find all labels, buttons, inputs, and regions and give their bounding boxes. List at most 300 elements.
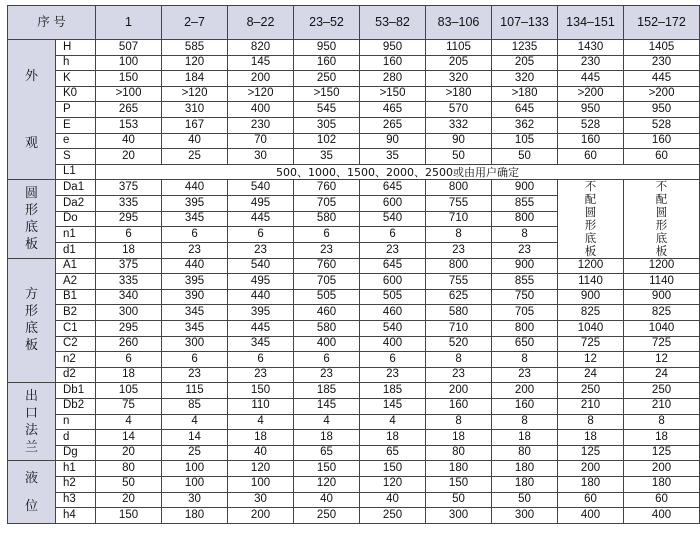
row-symbol: A2 (56, 274, 96, 290)
group-label-level (8, 461, 56, 523)
value-cell: 375 (96, 180, 162, 196)
value-cell: 50 (492, 492, 558, 508)
row-symbol: h4 (56, 508, 96, 524)
value-cell: 180 (558, 476, 624, 492)
value-cell: 100 (228, 476, 294, 492)
value-cell: 440 (228, 289, 294, 305)
group-label-text (8, 43, 55, 177)
row-symbol: Db1 (56, 383, 96, 399)
value-cell: 185 (360, 383, 426, 399)
value-cell: 23 (360, 242, 426, 258)
value-cell: >180 (426, 86, 492, 102)
value-cell: 150 (96, 508, 162, 524)
table-row (8, 102, 700, 118)
value-cell: 250 (294, 71, 360, 87)
row-symbol: C2 (56, 336, 96, 352)
value-cell: 445 (624, 71, 700, 87)
table-row-l1 (8, 164, 700, 180)
row-symbol: Da2 (56, 195, 96, 211)
value-cell: 145 (228, 55, 294, 71)
value-cell: 150 (228, 383, 294, 399)
value-cell: 755 (426, 195, 492, 211)
value-cell: 585 (162, 40, 228, 56)
value-cell: 465 (360, 102, 426, 118)
value-cell: 145 (294, 398, 360, 414)
header-col: 53–82 (360, 6, 426, 40)
table-row (8, 149, 700, 165)
value-cell: 60 (558, 492, 624, 508)
table-row (8, 274, 700, 290)
row-symbol: Do (56, 211, 96, 227)
group-label-text (8, 464, 55, 520)
value-cell: 23 (294, 367, 360, 383)
value-cell: 645 (492, 102, 558, 118)
row-symbol: K (56, 71, 96, 87)
value-cell: 320 (492, 71, 558, 87)
value-cell: 8 (558, 414, 624, 430)
row-symbol: h2 (56, 476, 96, 492)
value-cell: 230 (624, 55, 700, 71)
value-cell: 40 (162, 133, 228, 149)
value-cell: 23 (492, 367, 558, 383)
value-cell: 950 (294, 40, 360, 56)
value-cell: 160 (360, 55, 426, 71)
value-cell: 755 (426, 274, 492, 290)
group-label-text (8, 261, 55, 380)
value-cell: 6 (162, 352, 228, 368)
header-col: 107–133 (492, 6, 558, 40)
value-cell: 12 (624, 352, 700, 368)
value-cell: 125 (624, 445, 700, 461)
value-cell: 260 (96, 336, 162, 352)
value-cell: 800 (492, 320, 558, 336)
table-row (8, 117, 700, 133)
value-cell: 305 (294, 117, 360, 133)
value-cell: 760 (294, 180, 360, 196)
value-cell: 250 (294, 508, 360, 524)
value-cell: 60 (624, 492, 700, 508)
value-cell: 110 (228, 398, 294, 414)
value-cell: 825 (624, 305, 700, 321)
value-cell: 900 (492, 258, 558, 274)
value-cell: 520 (426, 336, 492, 352)
value-cell: 200 (228, 71, 294, 87)
value-cell: 14 (96, 430, 162, 446)
value-cell: 1140 (624, 274, 700, 290)
row-symbol: P (56, 102, 96, 118)
value-cell: 40 (360, 492, 426, 508)
value-cell: 645 (360, 180, 426, 196)
value-cell: 23 (162, 242, 228, 258)
value-cell: 70 (228, 133, 294, 149)
value-cell: 645 (360, 258, 426, 274)
value-cell: 180 (492, 461, 558, 477)
value-cell: 6 (162, 227, 228, 243)
value-cell: 900 (492, 180, 558, 196)
value-cell: 820 (228, 40, 294, 56)
value-cell: 8 (492, 227, 558, 243)
group-label-char: 圆 (24, 185, 38, 201)
not-equipped-note (624, 180, 700, 258)
value-cell: 120 (162, 55, 228, 71)
value-cell: 580 (426, 305, 492, 321)
row-symbol: n2 (56, 352, 96, 368)
row-symbol: n (56, 414, 96, 430)
value-cell: 210 (558, 398, 624, 414)
value-cell: 230 (228, 117, 294, 133)
value-cell: 90 (426, 133, 492, 149)
value-cell: 295 (96, 211, 162, 227)
length-options-text: 500、1000、1500、2000、2500或由用户确定 (96, 164, 700, 180)
value-cell: 395 (228, 305, 294, 321)
value-cell: 23 (294, 242, 360, 258)
value-cell: 50 (426, 492, 492, 508)
value-cell: 30 (162, 492, 228, 508)
value-cell: 250 (360, 508, 426, 524)
value-cell: 160 (558, 133, 624, 149)
value-cell: 150 (426, 476, 492, 492)
table-row (8, 445, 700, 461)
table-row (8, 352, 700, 368)
value-cell: 80 (492, 445, 558, 461)
value-cell: 23 (162, 367, 228, 383)
value-cell: 100 (162, 476, 228, 492)
value-cell: 6 (96, 227, 162, 243)
value-cell: 445 (228, 320, 294, 336)
value-cell: 50 (492, 149, 558, 165)
value-cell: 90 (360, 133, 426, 149)
value-cell: 184 (162, 71, 228, 87)
table-row (8, 367, 700, 383)
table-row (8, 40, 700, 56)
value-cell: 580 (294, 211, 360, 227)
group-label-char: 板 (24, 338, 38, 354)
value-cell: 1040 (558, 320, 624, 336)
table-row (8, 305, 700, 321)
value-cell: 1200 (624, 258, 700, 274)
value-cell: 200 (492, 383, 558, 399)
value-cell: 6 (294, 227, 360, 243)
value-cell: 825 (558, 305, 624, 321)
group-label-char: 形 (24, 202, 38, 218)
group-label-outlet_flange (8, 383, 56, 461)
value-cell: 160 (492, 398, 558, 414)
table-row (8, 86, 700, 102)
row-symbol: B2 (56, 305, 96, 321)
value-cell: 528 (624, 117, 700, 133)
value-cell: 160 (426, 398, 492, 414)
value-cell: 540 (360, 320, 426, 336)
value-cell: 6 (360, 352, 426, 368)
value-cell: 495 (228, 274, 294, 290)
value-cell: 855 (492, 274, 558, 290)
value-cell: 100 (96, 55, 162, 71)
value-cell: 40 (228, 445, 294, 461)
value-cell: 4 (360, 414, 426, 430)
value-cell: 20 (96, 492, 162, 508)
value-cell: 460 (360, 305, 426, 321)
value-cell: 65 (360, 445, 426, 461)
value-cell: 120 (228, 461, 294, 477)
value-cell: 80 (96, 461, 162, 477)
table-row (8, 289, 700, 305)
value-cell: 650 (492, 336, 558, 352)
row-symbol: h1 (56, 461, 96, 477)
value-cell: 200 (624, 461, 700, 477)
table-row (8, 461, 700, 477)
value-cell: 300 (492, 508, 558, 524)
value-cell: 950 (624, 102, 700, 118)
value-cell: 160 (624, 133, 700, 149)
value-cell: 205 (492, 55, 558, 71)
value-cell: 25 (162, 149, 228, 165)
row-symbol: K0 (56, 86, 96, 102)
value-cell: 1200 (558, 258, 624, 274)
value-cell: 300 (162, 336, 228, 352)
value-cell: 320 (426, 71, 492, 87)
value-cell: 440 (162, 180, 228, 196)
header-col: 152–172 (624, 6, 700, 40)
value-cell: 505 (294, 289, 360, 305)
value-cell: 570 (426, 102, 492, 118)
value-cell: 400 (294, 336, 360, 352)
value-cell: 950 (360, 40, 426, 56)
group-label-char: 底 (24, 321, 38, 337)
value-cell: 180 (492, 476, 558, 492)
value-cell: 540 (360, 211, 426, 227)
value-cell: 250 (558, 383, 624, 399)
table-row (8, 133, 700, 149)
group-label-char: 液 (24, 470, 38, 486)
dimension-spec-table (7, 5, 700, 524)
value-cell: 750 (492, 289, 558, 305)
not-equipped-text: 不配圆形底板 (655, 179, 668, 258)
value-cell: 8 (426, 352, 492, 368)
value-cell: 105 (96, 383, 162, 399)
value-cell: 725 (624, 336, 700, 352)
group-label-char: 兰 (24, 439, 38, 455)
value-cell: 50 (426, 149, 492, 165)
value-cell: 1040 (624, 320, 700, 336)
value-cell: 200 (228, 508, 294, 524)
row-symbol: E (56, 117, 96, 133)
value-cell: 6 (228, 227, 294, 243)
value-cell: 705 (492, 305, 558, 321)
group-label-char: 观 (24, 135, 38, 151)
group-label-char: 板 (24, 236, 38, 252)
value-cell: 362 (492, 117, 558, 133)
value-cell: 23 (228, 367, 294, 383)
group-label-appearance (8, 40, 56, 180)
header-col: 134–151 (558, 6, 624, 40)
value-cell: 300 (96, 305, 162, 321)
value-cell: 335 (96, 195, 162, 211)
table-row (8, 180, 700, 196)
value-cell: 725 (558, 336, 624, 352)
group-label-char: 方 (24, 287, 38, 303)
table-row (8, 492, 700, 508)
value-cell: 395 (162, 274, 228, 290)
value-cell: 1140 (558, 274, 624, 290)
value-cell: 30 (228, 149, 294, 165)
value-cell: 125 (558, 445, 624, 461)
value-cell: 900 (558, 289, 624, 305)
value-cell: 545 (294, 102, 360, 118)
value-cell: 6 (228, 352, 294, 368)
value-cell: 145 (360, 398, 426, 414)
value-cell: >120 (162, 86, 228, 102)
group-label-char: 底 (24, 219, 38, 235)
value-cell: 23 (492, 242, 558, 258)
row-symbol: n1 (56, 227, 96, 243)
value-cell: 505 (360, 289, 426, 305)
value-cell: 150 (360, 461, 426, 477)
value-cell: >200 (624, 86, 700, 102)
value-cell: 80 (426, 445, 492, 461)
value-cell: 625 (426, 289, 492, 305)
value-cell: 600 (360, 195, 426, 211)
value-cell: 4 (294, 414, 360, 430)
value-cell: 150 (294, 461, 360, 477)
value-cell: 18 (558, 430, 624, 446)
value-cell: 705 (294, 195, 360, 211)
value-cell: 18 (624, 430, 700, 446)
row-symbol: Da1 (56, 180, 96, 196)
value-cell: 335 (96, 274, 162, 290)
value-cell: 75 (96, 398, 162, 414)
row-symbol: d2 (56, 367, 96, 383)
value-cell: 160 (294, 55, 360, 71)
header-row (8, 6, 700, 40)
value-cell: 345 (228, 336, 294, 352)
value-cell: 35 (294, 149, 360, 165)
row-symbol: d1 (56, 242, 96, 258)
value-cell: 400 (228, 102, 294, 118)
row-symbol: L1 (56, 164, 96, 180)
group-label-text (8, 183, 55, 255)
value-cell: >150 (360, 86, 426, 102)
value-cell: 8 (624, 414, 700, 430)
table-row (8, 55, 700, 71)
value-cell: >120 (228, 86, 294, 102)
value-cell: 800 (426, 180, 492, 196)
value-cell: 800 (492, 211, 558, 227)
table-row (8, 71, 700, 87)
value-cell: 14 (162, 430, 228, 446)
value-cell: 25 (162, 445, 228, 461)
value-cell: 1105 (426, 40, 492, 56)
not-equipped-note (558, 180, 624, 258)
value-cell: 4 (228, 414, 294, 430)
header-col: 23–52 (294, 6, 360, 40)
value-cell: 40 (96, 133, 162, 149)
row-symbol: S (56, 149, 96, 165)
group-label-char: 出 (24, 388, 38, 404)
value-cell: 120 (294, 476, 360, 492)
group-label-char: 法 (24, 422, 38, 438)
value-cell: 30 (228, 492, 294, 508)
value-cell: 705 (294, 274, 360, 290)
value-cell: 710 (426, 320, 492, 336)
table-row (8, 398, 700, 414)
value-cell: 440 (162, 258, 228, 274)
value-cell: 1430 (558, 40, 624, 56)
value-cell: 60 (624, 149, 700, 165)
row-symbol: Db2 (56, 398, 96, 414)
value-cell: 12 (558, 352, 624, 368)
value-cell: 600 (360, 274, 426, 290)
row-symbol: h (56, 55, 96, 71)
value-cell: 20 (96, 149, 162, 165)
value-cell: 460 (294, 305, 360, 321)
value-cell: 340 (96, 289, 162, 305)
value-cell: 800 (426, 258, 492, 274)
row-symbol: C1 (56, 320, 96, 336)
value-cell: 400 (360, 336, 426, 352)
value-cell: 345 (162, 305, 228, 321)
value-cell: 185 (294, 383, 360, 399)
value-cell: 23 (228, 242, 294, 258)
table-row (8, 258, 700, 274)
value-cell: 100 (162, 461, 228, 477)
not-equipped-text: 不配圆形底板 (584, 179, 597, 258)
value-cell: 8 (426, 414, 492, 430)
table-row (8, 320, 700, 336)
value-cell: 528 (558, 117, 624, 133)
value-cell: 4 (162, 414, 228, 430)
value-cell: 50 (96, 476, 162, 492)
value-cell: 18 (228, 430, 294, 446)
value-cell: 150 (96, 71, 162, 87)
group-label-char: 口 (24, 405, 38, 421)
value-cell: 400 (558, 508, 624, 524)
value-cell: 495 (228, 195, 294, 211)
row-symbol: d (56, 430, 96, 446)
value-cell: 855 (492, 195, 558, 211)
value-cell: 18 (96, 367, 162, 383)
value-cell: 40 (294, 492, 360, 508)
row-symbol: e (56, 133, 96, 149)
value-cell: >180 (492, 86, 558, 102)
row-symbol: A1 (56, 258, 96, 274)
value-cell: 23 (360, 367, 426, 383)
value-cell: 85 (162, 398, 228, 414)
value-cell: 167 (162, 117, 228, 133)
value-cell: 900 (624, 289, 700, 305)
value-cell: 18 (426, 430, 492, 446)
group-label-char: 位 (24, 498, 38, 514)
group-label-round_base (8, 180, 56, 258)
value-cell: 395 (162, 195, 228, 211)
value-cell: >100 (96, 86, 162, 102)
value-cell: 6 (96, 352, 162, 368)
value-cell: 65 (294, 445, 360, 461)
value-cell: 24 (558, 367, 624, 383)
value-cell: 120 (360, 476, 426, 492)
value-cell: 18 (294, 430, 360, 446)
value-cell: 710 (426, 211, 492, 227)
value-cell: 153 (96, 117, 162, 133)
value-cell: 18 (360, 430, 426, 446)
header-col: 8–22 (228, 6, 294, 40)
value-cell: 8 (492, 352, 558, 368)
value-cell: >200 (558, 86, 624, 102)
value-cell: 20 (96, 445, 162, 461)
value-cell: >150 (294, 86, 360, 102)
row-symbol: H (56, 40, 96, 56)
row-symbol: B1 (56, 289, 96, 305)
value-cell: 23 (426, 367, 492, 383)
